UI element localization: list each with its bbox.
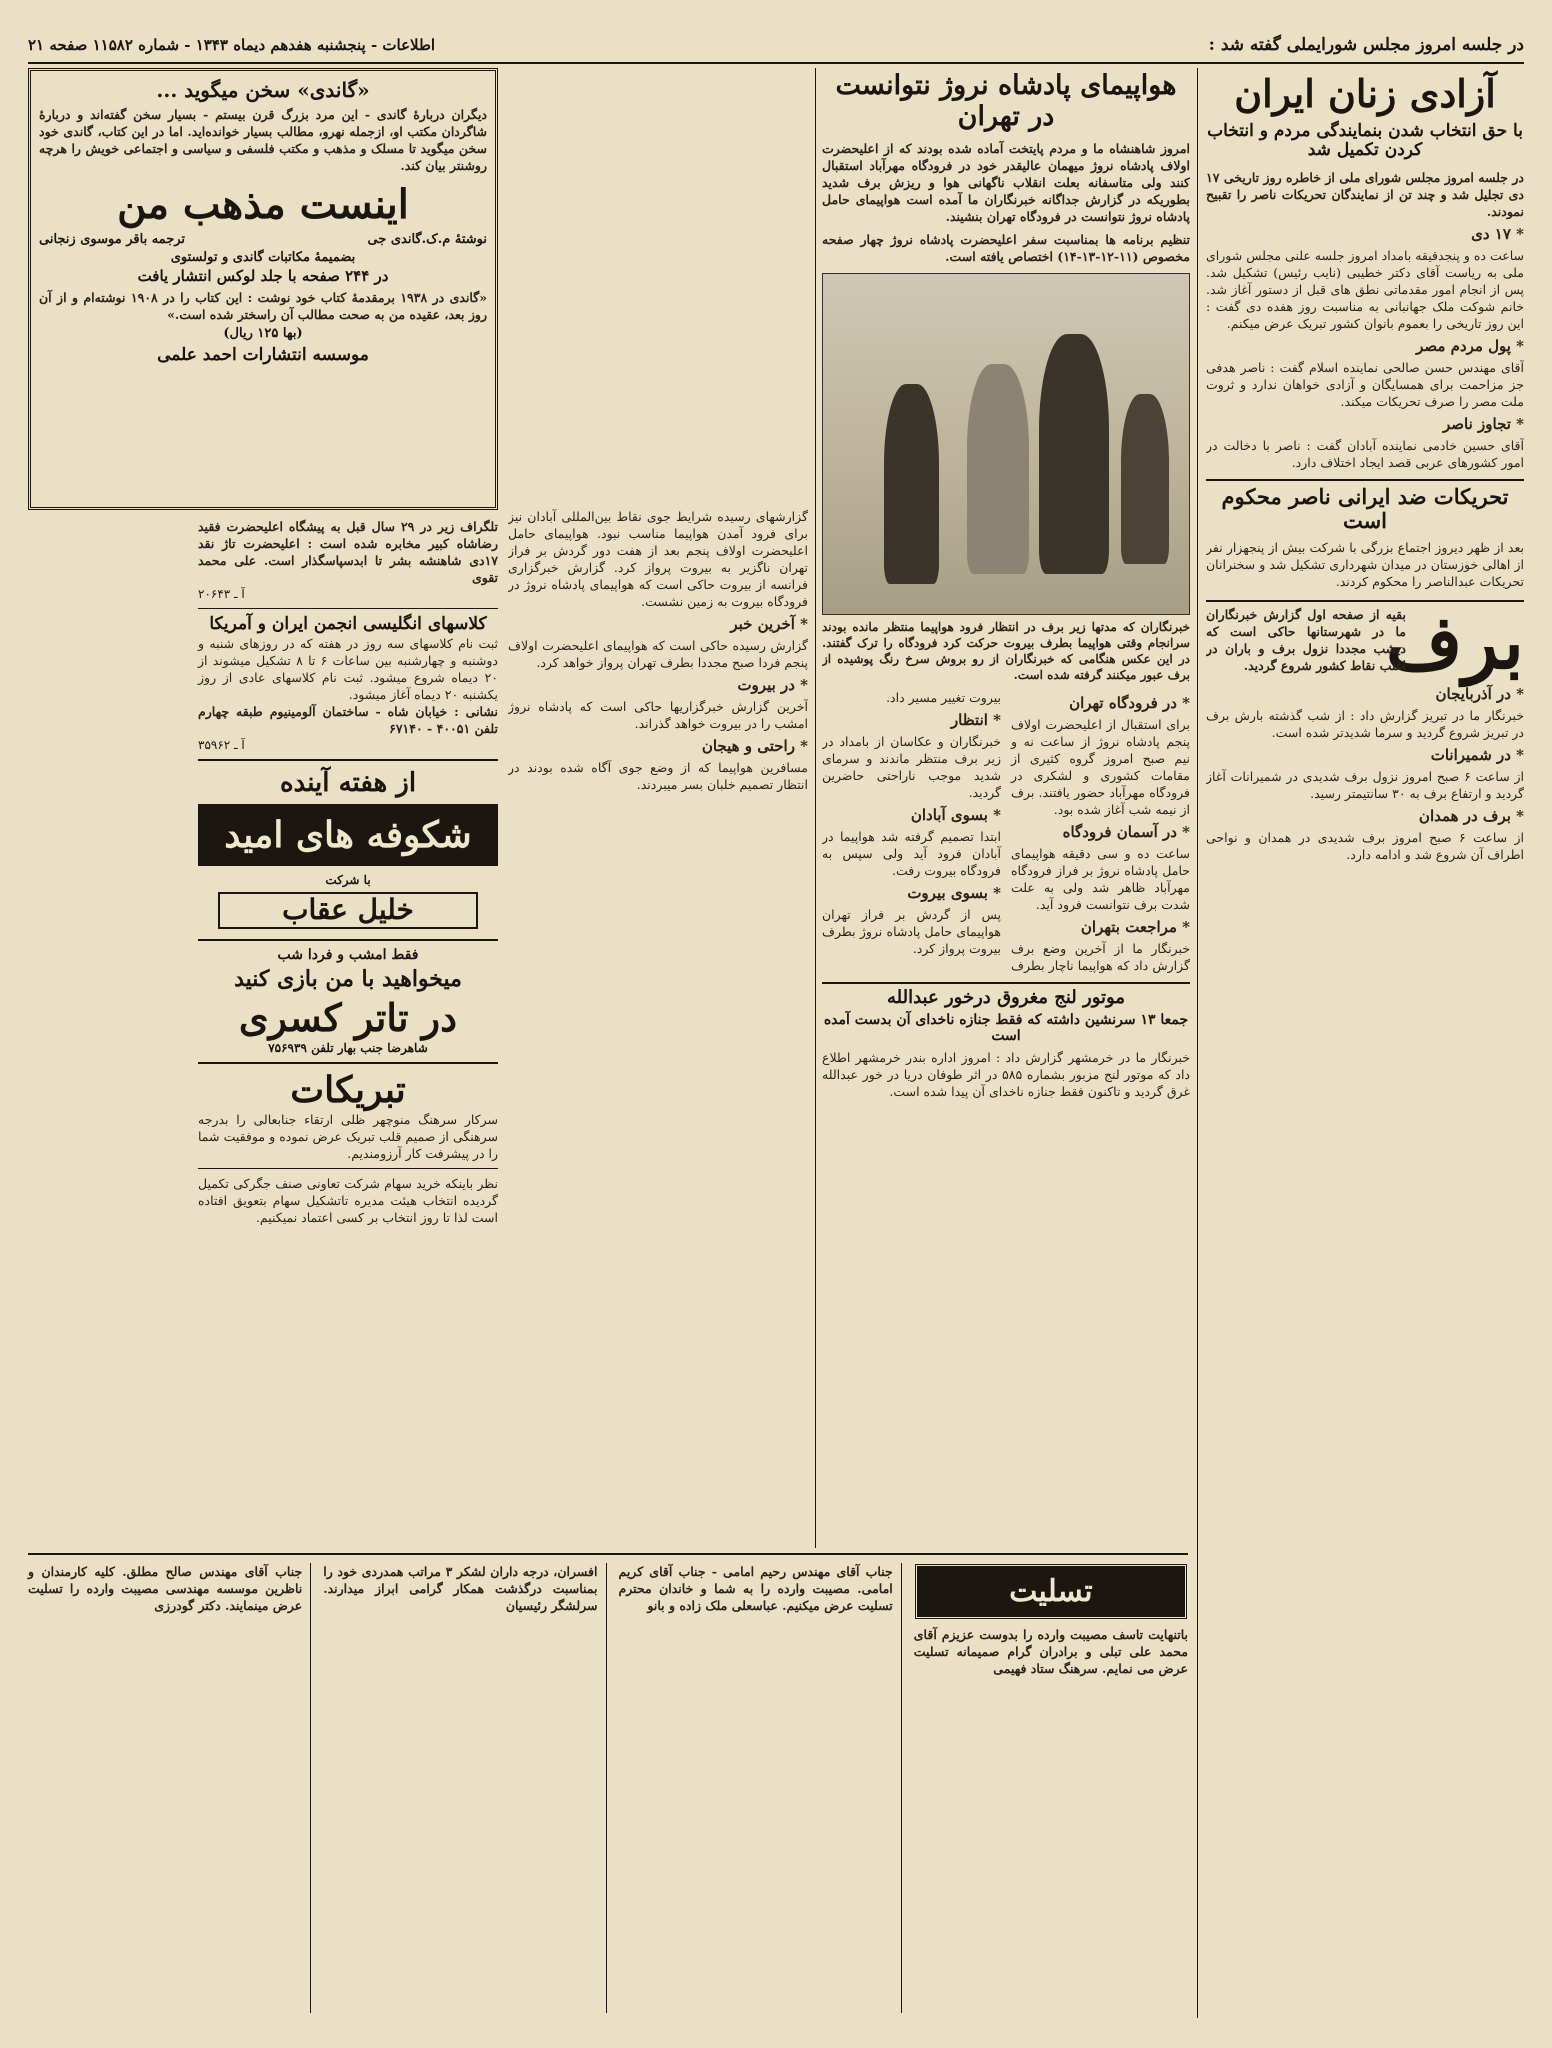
telegram-notice <box>198 518 498 609</box>
ad-book-title: اینست مذهب من <box>117 181 409 228</box>
headline-nasser: تحریکات ضد ایرانی ناصر محکوم است <box>1221 483 1509 533</box>
ad-body: «گاندی در ۱۹۳۸ برمقدمهٔ کتاب خود نوشت : این کتاب را در ۱۹۰۸ نوشته‌ام و از آن روز بعد، عقیده من به صحت مطالب آن راسختر شده است.» <box>39 290 488 323</box>
photo-caption: خبرنگاران که مدتها زیر برف در انتظار فرود هواپیما منتظر مانده بودند سرانجام وقتی هواپیما بطرف بیروت حرکت کرد فرودگاه را ترک گفتند. در این عکس هنگامی که خبرنگاران از رو بروش سرخ رنگ پوشیده از برف عبور میکنند گرفته شده است. <box>822 620 1190 683</box>
column-rule <box>815 68 816 1548</box>
section-text: خبرنگاران و عکاسان از بامداد در زیر برف منتظر ماندند و سرمای شدید موجب ناراحتی حاضرین گردید. <box>822 734 1001 801</box>
condolence-2: جناب آقای مهندس رحیم امامی - جناب آقای کریم امامی. مصیبت وارده را به شما و خاندان محترم تسلیت عرض میکنیم. عباسعلی ملک زاده و بانو <box>619 1563 902 2013</box>
section-title: * بسوی بیروت <box>907 884 1001 903</box>
class-text: ثبت نام کلاسهای سه روز در هفته که در روزهای شنبه و دوشنبه و چهارشنبه بین ساعات ۶ تا ۸ تشکیل میشوند از ۲۰ دیماه شروع میشود. ثبت نام کلاسهای عادی از روز یکشنبه ۲۰ دیماه آغاز میشود. <box>198 635 498 702</box>
deck-boat: جمعا ۱۳ سرنشین داشته که فقط جنازه ناخدای آن بدست آمده است <box>823 1011 1189 1044</box>
right-column <box>1206 68 1524 2018</box>
condolence-3: افسران، درجه داران لشکر ۳ مراتب همدردی خود را بمناسبت درگذشت همکار گرامی ابراز میدارند. سرلشگر رئیسیان <box>323 1563 606 2013</box>
congrats-text: سرکار سرهنگ منوچهر ظلی ارتقاء جنابعالی را بدرجه سرهنگی از صمیم قلب تبریک عرض نموده و موفقیت شما را در پیشرفت کار آرزومندیم. <box>198 1112 498 1162</box>
section-title: * تجاوز ناصر <box>1443 414 1524 433</box>
section-text: مسافرین هواپیما که از وضع جوی آگاه شده بودند در انتظار تصمیم خلبان بسر میبردند. <box>508 760 808 792</box>
headline-women-freedom: آزادی زنان ایران <box>1234 71 1496 116</box>
section-title: * مراجعت بتهران <box>1080 918 1190 937</box>
lead-paragraph: در جلسه امروز مجلس شورای ملی از خاطره روز تاریخی ۱۷ دی تجلیل شد و چند تن از نمایندگان تحریکات ناصر را تقبیح نمودند. <box>1206 169 1524 219</box>
telegram-code: آ ـ ۲۰۶۴۳ <box>198 587 245 601</box>
section-title: * انتظار <box>950 711 1001 730</box>
section-title: * ۱۷ دی <box>1471 224 1524 243</box>
condolence-1: باتنهایت تاسف مصیبت وارده را بدوست عزیزم آقای محمد علی تبلی و برادران گرام صمیمانه تسلیت عرض می نمایم. سرهنگ ستاد فهیمی <box>913 1627 1188 1676</box>
newspaper-page <box>28 28 1524 2024</box>
header-left: اطلاعات - پنجشنبه هفدهم دیماه ۱۳۴۳ - شماره ۱۱۵۸۲ صفحه ۲۱ <box>28 36 436 54</box>
film-star: خلیل عقاب <box>218 892 478 928</box>
photo-reporters-in-snow <box>822 273 1190 615</box>
article-boat: خبرنگار ما در خرمشهر گزارش داد : امروز اداره بندر خرمشهر اطلاع داد که موتور لنج مزبور بشماره ۵۸۵ در اثر طوفان دریا در خور عبدالله غرق گردید و تاکنون فقط جنازه ناخدای آن پیدا شده است. <box>822 1049 1190 1099</box>
headline-snow: برف <box>1385 600 1524 687</box>
page-header <box>28 28 1524 64</box>
film-title: شکوفه های امید <box>198 804 498 866</box>
class-address: نشانی : خیابان شاه - ساختمان آلومینیوم طبقه چهارم تلفن ۴۰۰۵۱ - ۶۷۱۴۰ <box>198 703 498 736</box>
condolence-4: جناب آقای مهندس صالح مطلق. کلیه کارمندان و ناظرین موسسه مهندسی مصیبت وارده را تسلیت عرض مینمایند. دکتر گودرزی <box>28 1563 311 2013</box>
section-title: * راحتی و هیجان <box>701 737 808 755</box>
play-title: میخواهید با من بازی کنید <box>234 965 462 992</box>
section-text: پس از گردش بر فراز تهران هواپیمای حامل پادشاه نروژ بطرف بیروت پرواز کرد. <box>822 907 1001 957</box>
section-title: * بسوی آبادان <box>910 806 1001 825</box>
ad-supplement: بضمیمهٔ مکاتبات گاندی و تولستوی <box>170 250 356 265</box>
section-text: از ساعت ۶ صبح امروز نزول برف شدیدی در شمیرانات آغاز گردید و ارتفاع برف به ۳۰ سانتیمتر رسید. <box>1206 769 1524 802</box>
section-text: آقای مهندس حسن صالحی نماینده اسلام گفت : ناصر هدفی جز مزاحمت برای همسایگان و آزادی خواهان ندارد و ثروت ملت مصر را صرف تحریکات میکند. <box>1206 359 1524 409</box>
section-title: * آخرین خبر <box>730 615 808 633</box>
mid-column <box>508 508 808 1548</box>
figure-woman-coat <box>967 364 1029 574</box>
article-nasser: بعد از ظهر دیروز اجتماع بزرگی با شرکت بیش از پنجهزار نفر از اهالی خوزستان در میدان شهرداری تشکیل شد و سخنرانان تحریکات عبدالناصر را محکوم کردند. <box>1206 540 1524 590</box>
congrats-notice <box>198 1070 498 1169</box>
section-title: * در آذربایجان <box>1435 685 1524 704</box>
deck-women-freedom: با حق انتخاب شدن بنمایندگی مردم و انتخاب کردن تکمیل شد <box>1207 120 1523 161</box>
left-column <box>28 68 498 1568</box>
ad-price: (بها ۱۲۵ ریال) <box>223 326 303 342</box>
section-title: * در آسمان فرودگاه <box>1062 823 1190 842</box>
telegram-text: تلگراف زیر در ۲۹ سال قبل به پیشگاه اعلیحضرت فقید رضاشاه کبیر مخابره شده است : اعلیحضرت تاژ نقد ۱۷دی شاهنشه بشر تا ابدسپاسگذار است. علی محمد تقوی <box>198 519 498 585</box>
theater-ad <box>198 947 498 1064</box>
ad-gandhi-book <box>28 68 498 510</box>
column-rule <box>1197 68 1198 2018</box>
section-title: * در بیروت <box>737 676 808 694</box>
section-text: خبرنگار ما در تبریز گزارش داد : از شب گذشته بارش برف در تبریز شروع گردید و سرما شدیدتر شده است. <box>1206 708 1524 741</box>
ad-pages: در ۲۴۴ صفحه با جلد لوکس انتشار یافت <box>137 266 389 285</box>
article-continued: گزارشهای رسیده شرایط جوی نقاط بین‌المللی آبادان نیز برای فرود آمدن هواپیما مناسب نبود. هواپیمای حامل اعلیحضرت اولاف پنجم بعد از هفت دور گردش بر فراز تهران ناگزیر به بیروت پرواز کرد. گزارش خبرگزاری فرانسه از بیروت حاکی است که هواپیمای پادشاه نروژ در فرودگاه بیروت به زمین نشست. <box>508 509 808 609</box>
ad-author: نوشتهٔ م.ک.گاندی جی <box>367 232 487 247</box>
ad-intro: دیگران دربارهٔ گاندی - این مرد بزرگ قرن بیستم - بسیار سخن گفته‌اند و دربارهٔ شاگردان مکتب او، ازجمله نهرو، مطالب بسیار خوانده‌اید. اما در این کتاب، گاندی خود سخن میگوید تا مسلک و مذهب و مکتب فلسفی و سیاسی و اجتماعی خویش را هرچه روشنتر بیان کند. <box>39 107 487 173</box>
article-snow <box>1206 686 1524 863</box>
figure-man-left <box>884 384 939 584</box>
class-notice <box>198 615 498 761</box>
article-intro: امروز شاهنشاه ما و مردم پایتخت آماده شده بودند که از اعلیحضرت اولاف پادشاه نروژ میهمان عالیقدر خود در فرودگاه مهرآباد استقبال کنند ولی متاسفانه بعلت انقلاب ناگهانی هوا و ریزش برف شدید بطوریکه در گزارش جداگانه خبرنگاران ما آمده است هواپیمای حامل پادشاه نروژ نتوانست در فرودگاه تهران بنشیند. <box>822 141 1190 225</box>
film-with: با شرکت <box>325 873 371 888</box>
next-week-label: از هفته آینده <box>279 767 417 798</box>
film-ad <box>198 769 498 941</box>
section-text: برای استقبال از اعلیحضرت اولاف پنجم پادشاه نروژ از ساعت نه و نیم صبح امروز گروه کثیری از مقامات کشوری و لشکری در فرودگاه مهرآباد حضور یافتند. برف از نیمه شب آغاز شده بود. <box>1011 717 1190 818</box>
figure-man-back <box>1121 394 1169 564</box>
section-text: ساعت ده و سی دقیقه هواپیمای حامل پادشاه نروژ بر فراز فرودگاه مهرآباد ظاهر شد ولی به علت شدت برف نتوانست فرود آید. <box>1011 846 1190 913</box>
section-text: آخرین گزارش خبرگزاریها حاکی است که پادشاه نروژ امشب را در بیروت خواهد گذراند. <box>508 699 808 731</box>
section-text: از ساعت ۶ صبح امروز برف شدیدی در همدان و نواحی اطراف آن شروع شد و ادامه دارد. <box>1206 830 1524 863</box>
section-text: آقای حسین خادمی نماینده آبادان گفت : ناصر با دخالت در امور کشورهای عربی قصد ایجاد اختلاف دارد. <box>1206 437 1524 470</box>
condolence-box-main <box>914 1563 1188 2013</box>
bottom-rule <box>28 1553 1188 1555</box>
condolence-band <box>28 1563 1188 2013</box>
headline-boat: موتور لنج مغروق درخور عبدالله <box>887 987 1125 1009</box>
article-mid-sections <box>508 616 808 793</box>
play-venue: در تاتر کسری <box>238 995 458 1041</box>
section-title: * در شمیرانات <box>1430 746 1524 765</box>
section-title: * برف در همدان <box>1418 807 1524 826</box>
ad-quote: «گاندی» سخن میگوید ... <box>156 78 370 102</box>
class-title: کلاسهای انگلیسی انجمن ایران و آمریکا <box>209 614 487 634</box>
section-text: گزارش رسیده حاکی است که هواپیمای اعلیحضرت اولاف پنجم فردا صبح مجددا بطرف تهران پرواز خواهد کرد. <box>508 638 808 670</box>
ad-translator: ترجمه باقر موسوی زنجانی <box>39 232 186 247</box>
condolence-title: تسلیت <box>914 1563 1188 1620</box>
union-notice: نظر باینکه خرید سهام شرکت تعاونی صنف جگرکی تکمیل گردیده انتخاب هیئت مدیره تاتشکیل سهام بتعویق افتاده است لذا تا روز انتخاب بر کسی اعتماد نمیکنیم. <box>198 1176 498 1226</box>
article-women-freedom <box>1206 169 1524 471</box>
play-line: فقط امشب و فردا شب <box>277 946 419 963</box>
class-code: آ ـ ۳۵۹۶۲ <box>198 737 245 752</box>
congrats-title: تبریکات <box>290 1068 406 1111</box>
section-title: * در فرودگاه تهران <box>1069 694 1190 713</box>
header-right: در جلسه امروز مجلس شورایملی گفته شد : <box>1208 35 1524 55</box>
snow-deck: بقیه از صفحه اول گزارش خبرنگاران ما در شهرستانها حاکی است که دیشب مجددا نزول برف و باران در اغلب نقاط کشور شروع گردید. <box>1206 607 1406 674</box>
section-text: ابتدا تصمیم گرفته شد هواپیما در آبادان فرود آید ولی سپس به فرودگاه بیروت رفت. <box>822 829 1001 879</box>
figure-man-coat <box>1039 334 1109 574</box>
section-title: * پول مردم مصر <box>1416 336 1524 355</box>
section-text: ساعت ده و پنجدقیقه بامداد امروز جلسه علنی مجلس شورای ملی به ریاست آقای دکتر خطیبی (نایب رئیس) تشکیل شد. پس از انجام امور مقدماتی نطق های قبل از دستور آغاز شد. خانم شوکت ملک جهانبانی به مناسبت روز هفده دی گفت : این روز تاریخی را بعموم بانوان کشور تبریک عرض میکنم. <box>1206 247 1524 331</box>
program-note: تنظیم برنامه ها بمناسبت سفر اعلیحضرت پادشاه نروژ چهار صفحه مخصوص (۱۱-۱۲-۱۳-۱۴) اختصاص یافته است. <box>822 232 1190 265</box>
play-address: شاهرضا جنب بهار تلفن ۷۵۶۹۳۹ <box>268 1040 428 1055</box>
section-text: خبرنگار ما از آخرین وضع برف گزارش داد که هواپیما ناچار بطرف بیروت تغییر مسیر داد. <box>886 690 1190 974</box>
ad-publisher: موسسه انتشارات احمد علمی <box>157 345 369 366</box>
article-norway-sections <box>822 689 1190 974</box>
headline-norway-king: هواپیمای پادشاه نروژ نتوانست در تهران <box>835 70 1177 133</box>
